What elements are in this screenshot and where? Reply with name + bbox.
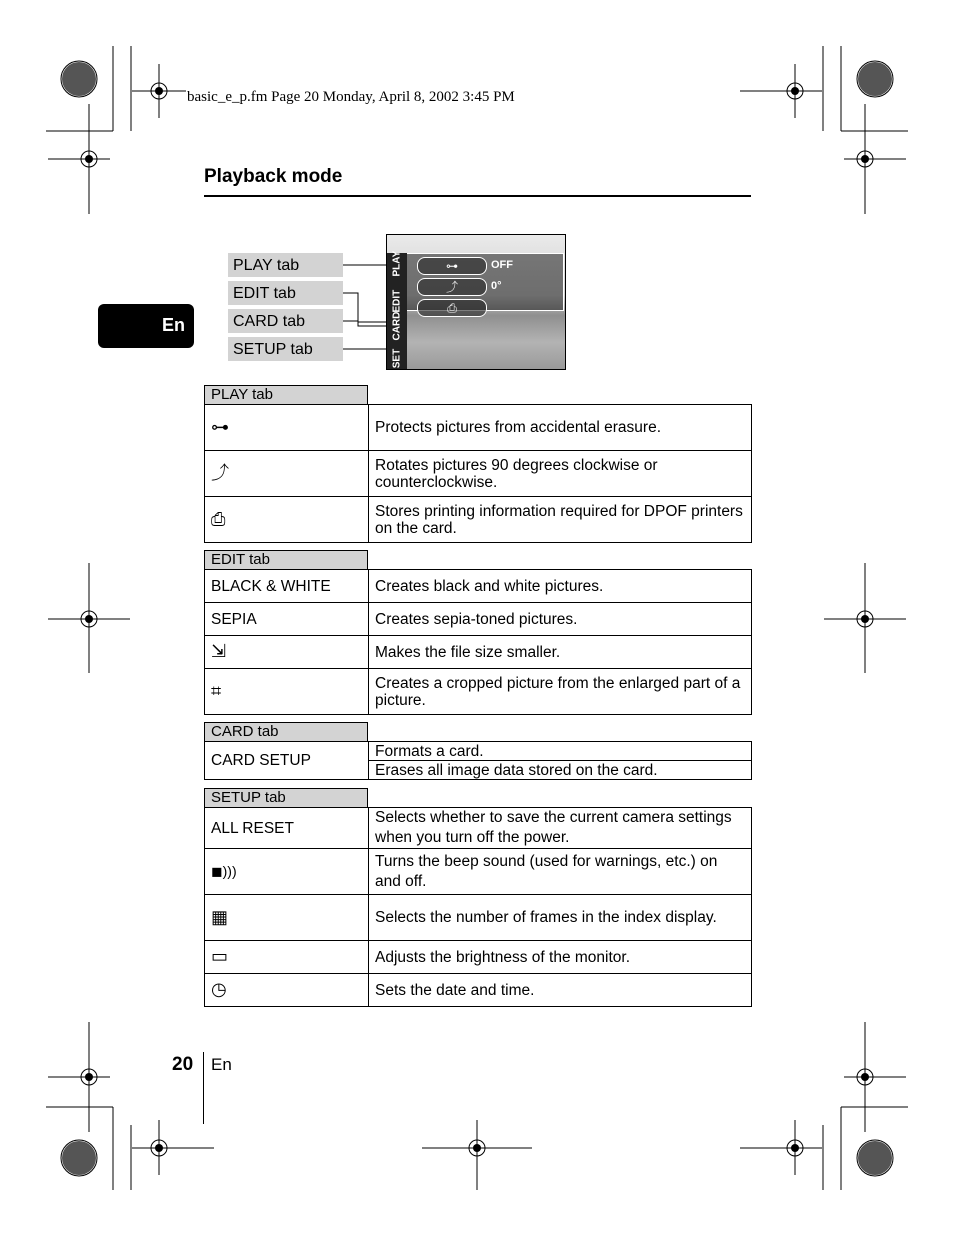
row-description: Erases all image data stored on the card. — [369, 761, 752, 780]
file-header: basic_e_p.fm Page 20 Monday, April 8, 2002 3:45 PM — [187, 89, 515, 105]
language-tab: En — [98, 304, 194, 348]
row-description: Creates sepia-toned pictures. — [369, 603, 752, 636]
edit-tab-heading: EDIT tab — [204, 550, 368, 569]
table-row — [205, 497, 752, 543]
crop-icon: ⌗ — [211, 680, 222, 701]
row-description: Protects pictures from accidental erasure. — [369, 405, 752, 451]
row-description: Sets the date and time. — [369, 974, 752, 1007]
key-icon: ⊶ — [211, 416, 229, 437]
page-title: Playback mode — [204, 166, 343, 187]
footer-divider — [203, 1052, 204, 1124]
card-tab-heading: CARD tab — [204, 722, 368, 741]
footer-language: En — [211, 1055, 232, 1074]
print-icon: ⎙ — [211, 508, 226, 529]
screen-value-rotate: 0° — [491, 280, 502, 292]
screen-protect-icon: ⊶ — [417, 257, 487, 275]
row-description: Creates a cropped picture from the enlarged part of a picture. — [369, 669, 752, 715]
row-description: Turns the beep sound (used for warnings, etc.) on and off. — [369, 849, 752, 895]
page-number: 20 — [172, 1054, 194, 1075]
row-key: CARD SETUP — [205, 742, 369, 780]
table-row — [205, 742, 752, 761]
setup-tab-table — [204, 788, 752, 1007]
edit-tab-table — [204, 550, 752, 715]
beep-icon: ◼))) — [211, 863, 237, 879]
screen-rotate-icon: ⤴ — [417, 278, 487, 296]
clock-icon: ◷ — [211, 979, 227, 999]
table-row — [205, 808, 752, 849]
screen-tab-edit: EDIT — [391, 289, 403, 313]
index-display-icon: ▦ — [211, 906, 229, 927]
camera-screen — [386, 234, 566, 370]
screen-tab-set: SET — [391, 348, 403, 369]
table-row — [205, 974, 752, 1007]
title-rule — [204, 195, 751, 197]
row-description: Selects the number of frames in the index display. — [369, 895, 752, 941]
label-edit-tab: EDIT tab — [228, 281, 343, 305]
row-description: Stores printing information required for DPOF printers on the card. — [369, 497, 752, 543]
table-row — [205, 636, 752, 669]
row-key: ALL RESET — [205, 808, 369, 849]
setup-tab-heading: SETUP tab — [204, 788, 368, 807]
table-row — [205, 669, 752, 715]
table-row — [205, 603, 752, 636]
card-tab-table — [204, 722, 752, 780]
row-description: Creates black and white pictures. — [369, 570, 752, 603]
table-row — [205, 941, 752, 974]
rotate-icon: ⤴ — [211, 462, 229, 483]
table-row — [205, 451, 752, 497]
screen-value-off: OFF — [491, 259, 513, 271]
table-row — [205, 895, 752, 941]
table-row — [205, 570, 752, 603]
screen-side-tabs — [387, 250, 407, 369]
screen-print-icon: ⎙ — [417, 299, 487, 317]
label-card-tab: CARD tab — [228, 309, 343, 333]
row-description: Rotates pictures 90 degrees clockwise or counterclockwise. — [369, 451, 752, 497]
play-tab-table — [204, 385, 752, 543]
row-description: Selects whether to save the current camera settings when you turn off the power. — [369, 808, 752, 849]
label-setup-tab: SETUP tab — [228, 337, 343, 361]
row-key: SEPIA — [205, 603, 369, 636]
screen-tab-card: CARD — [391, 311, 403, 341]
label-play-tab: PLAY tab — [228, 253, 343, 277]
brightness-icon: ▭ — [211, 946, 229, 966]
row-key: BLACK & WHITE — [205, 570, 369, 603]
row-description: Adjusts the brightness of the monitor. — [369, 941, 752, 974]
resize-icon: ⇲ — [211, 641, 227, 661]
row-description: Makes the file size smaller. — [369, 636, 752, 669]
table-row — [205, 849, 752, 895]
table-row — [205, 405, 752, 451]
play-tab-heading: PLAY tab — [204, 385, 368, 404]
row-description: Formats a card. — [369, 742, 752, 761]
screen-tab-play: PLAY — [391, 250, 403, 277]
